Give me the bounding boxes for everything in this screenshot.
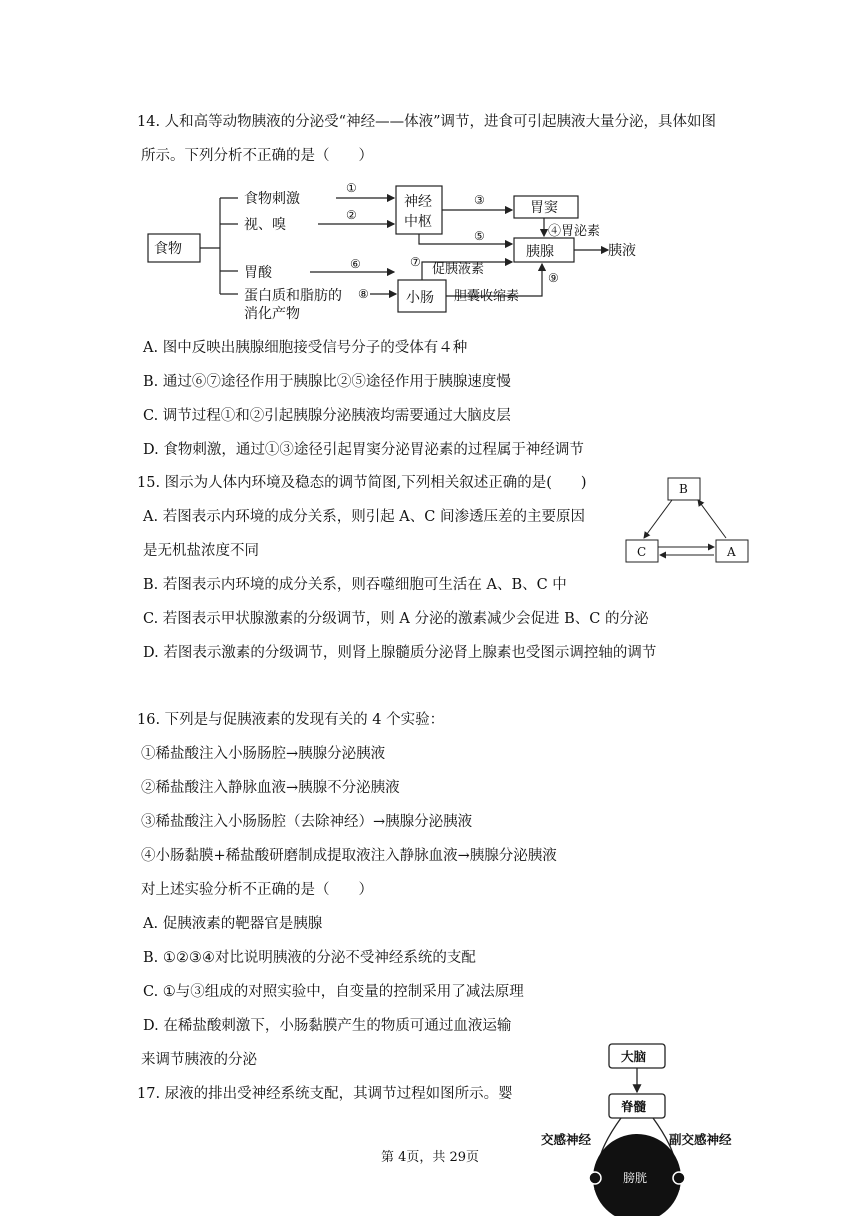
svg-text:胆囊收缩素: 胆囊收缩素 — [454, 289, 520, 304]
food-label: 食物 — [154, 241, 182, 257]
q17-bladder-diagram — [535, 1040, 750, 1216]
q16-experiment-1: ①稀盐酸注入小肠肠腔→胰腺分泌胰液 — [141, 746, 386, 762]
svg-text:食物刺激: 食物刺激 — [244, 191, 300, 207]
svg-text:脊髓: 脊髓 — [621, 1099, 647, 1114]
svg-text:A: A — [727, 545, 736, 559]
svg-text:神经: 神经 — [404, 194, 432, 210]
q15-option-a-line1: A. 若图表示内环境的成分关系，则引起 A、C 间渗透压差的主要原因 — [143, 509, 585, 525]
svg-text:③: ③ — [474, 193, 485, 207]
left-ganglion — [589, 1172, 601, 1184]
svg-text:胰液: 胰液 — [608, 243, 636, 259]
svg-text:⑤: ⑤ — [474, 229, 485, 243]
q14-option-a: A. 图中反映出胰腺细胞接受信号分子的受体有４种 — [143, 340, 468, 356]
q16-experiment-3: ③稀盐酸注入小肠肠腔（去除神经）→胰腺分泌胰液 — [141, 814, 473, 830]
svg-text:①: ① — [346, 181, 357, 195]
q16-option-a: A. 促胰液素的靶器官是胰腺 — [143, 916, 323, 932]
svg-text:膀胱: 膀胱 — [623, 1171, 648, 1185]
q14-option-c: C. 调节过程①和②引起胰腺分泌胰液均需要通过大脑皮层 — [143, 408, 511, 424]
q16-experiment-2: ②稀盐酸注入静脉血液→胰腺不分泌胰液 — [141, 780, 400, 796]
svg-text:交感神经: 交感神经 — [541, 1132, 592, 1147]
svg-text:胰腺: 胰腺 — [526, 244, 554, 260]
q14-flow-diagram — [140, 176, 660, 326]
svg-text:⑥: ⑥ — [350, 257, 361, 271]
q15-stem: 15. 图示为人体内环境及稳态的调节简图,下列相关叙述正确的是( ) — [137, 475, 587, 491]
q16-option-b: B. ①②③④对比说明胰液的分泌不受神经系统的支配 — [143, 950, 476, 966]
q15-option-a-line2: 是无机盐浓度不同 — [143, 543, 259, 559]
svg-text:④胃泌素: ④胃泌素 — [548, 224, 601, 239]
svg-text:胃窦: 胃窦 — [530, 200, 558, 216]
q16-experiment-4: ④小肠黏膜+稀盐酸研磨制成提取液注入静脉血液→胰腺分泌胰液 — [141, 848, 557, 864]
svg-text:②: ② — [346, 208, 357, 222]
q16-question: 对上述实验分析不正确的是（ ） — [141, 882, 373, 898]
q14-option-d: D. 食物刺激，通过①③途径引起胃窦分泌胃泌素的过程属于神经调节 — [143, 442, 584, 458]
q16-option-d-line2: 来调节胰液的分泌 — [141, 1052, 257, 1068]
q15-abc-diagram — [622, 472, 752, 568]
q14-option-b: B. 通过⑥⑦途径作用于胰腺比②⑤途径作用于胰腺速度慢 — [143, 374, 511, 390]
q14-stem-line2: 所示。下列分析不正确的是（ ） — [141, 148, 373, 164]
q17-stem: 17. 尿液的排出受神经系统支配，其调节过程如图所示。婴 — [137, 1086, 513, 1102]
page-number-footer: 第 4页，共 29页 — [380, 1150, 480, 1165]
q14-stem-line1: 14. 人和高等动物胰液的分泌受“神经——体液”调节，进食可引起胰液大量分泌，具体如图 — [137, 114, 716, 130]
svg-text:小肠: 小肠 — [406, 290, 434, 306]
svg-text:胃酸: 胃酸 — [244, 265, 272, 281]
svg-text:中枢: 中枢 — [404, 214, 432, 230]
svg-text:视、嗅: 视、嗅 — [244, 217, 286, 233]
svg-text:B: B — [679, 482, 688, 496]
svg-text:蛋白质和脂肪的: 蛋白质和脂肪的 — [244, 288, 342, 304]
svg-text:⑧: ⑧ — [358, 287, 369, 301]
svg-text:副交感神经: 副交感神经 — [669, 1132, 732, 1147]
svg-text:大脑: 大脑 — [621, 1049, 647, 1064]
q15-option-b: B. 若图表示内环境的成分关系，则吞噬细胞可生活在 A、B、C 中 — [143, 577, 567, 593]
svg-text:⑨: ⑨ — [548, 271, 559, 285]
svg-text:⑦: ⑦ — [410, 255, 421, 269]
q16-option-d-line1: D. 在稀盐酸刺激下，小肠黏膜产生的物质可通过血液运输 — [143, 1018, 512, 1034]
q15-option-c: C. 若图表示甲状腺激素的分级调节，则 A 分泌的激素减少会促进 B、C 的分泌 — [143, 611, 649, 627]
q15-option-d: D. 若图表示激素的分级调节，则肾上腺髓质分泌肾上腺素也受图示调控轴的调节 — [143, 645, 657, 661]
svg-text:C: C — [637, 545, 647, 559]
q16-stem: 16. 下列是与促胰液素的发现有关的 4 个实验： — [137, 712, 445, 728]
right-ganglion — [673, 1172, 685, 1184]
q16-option-c: C. ①与③组成的对照实验中，自变量的控制采用了减法原理 — [143, 984, 524, 1000]
svg-text:促胰液素: 促胰液素 — [432, 262, 485, 277]
svg-text:消化产物: 消化产物 — [244, 306, 300, 322]
